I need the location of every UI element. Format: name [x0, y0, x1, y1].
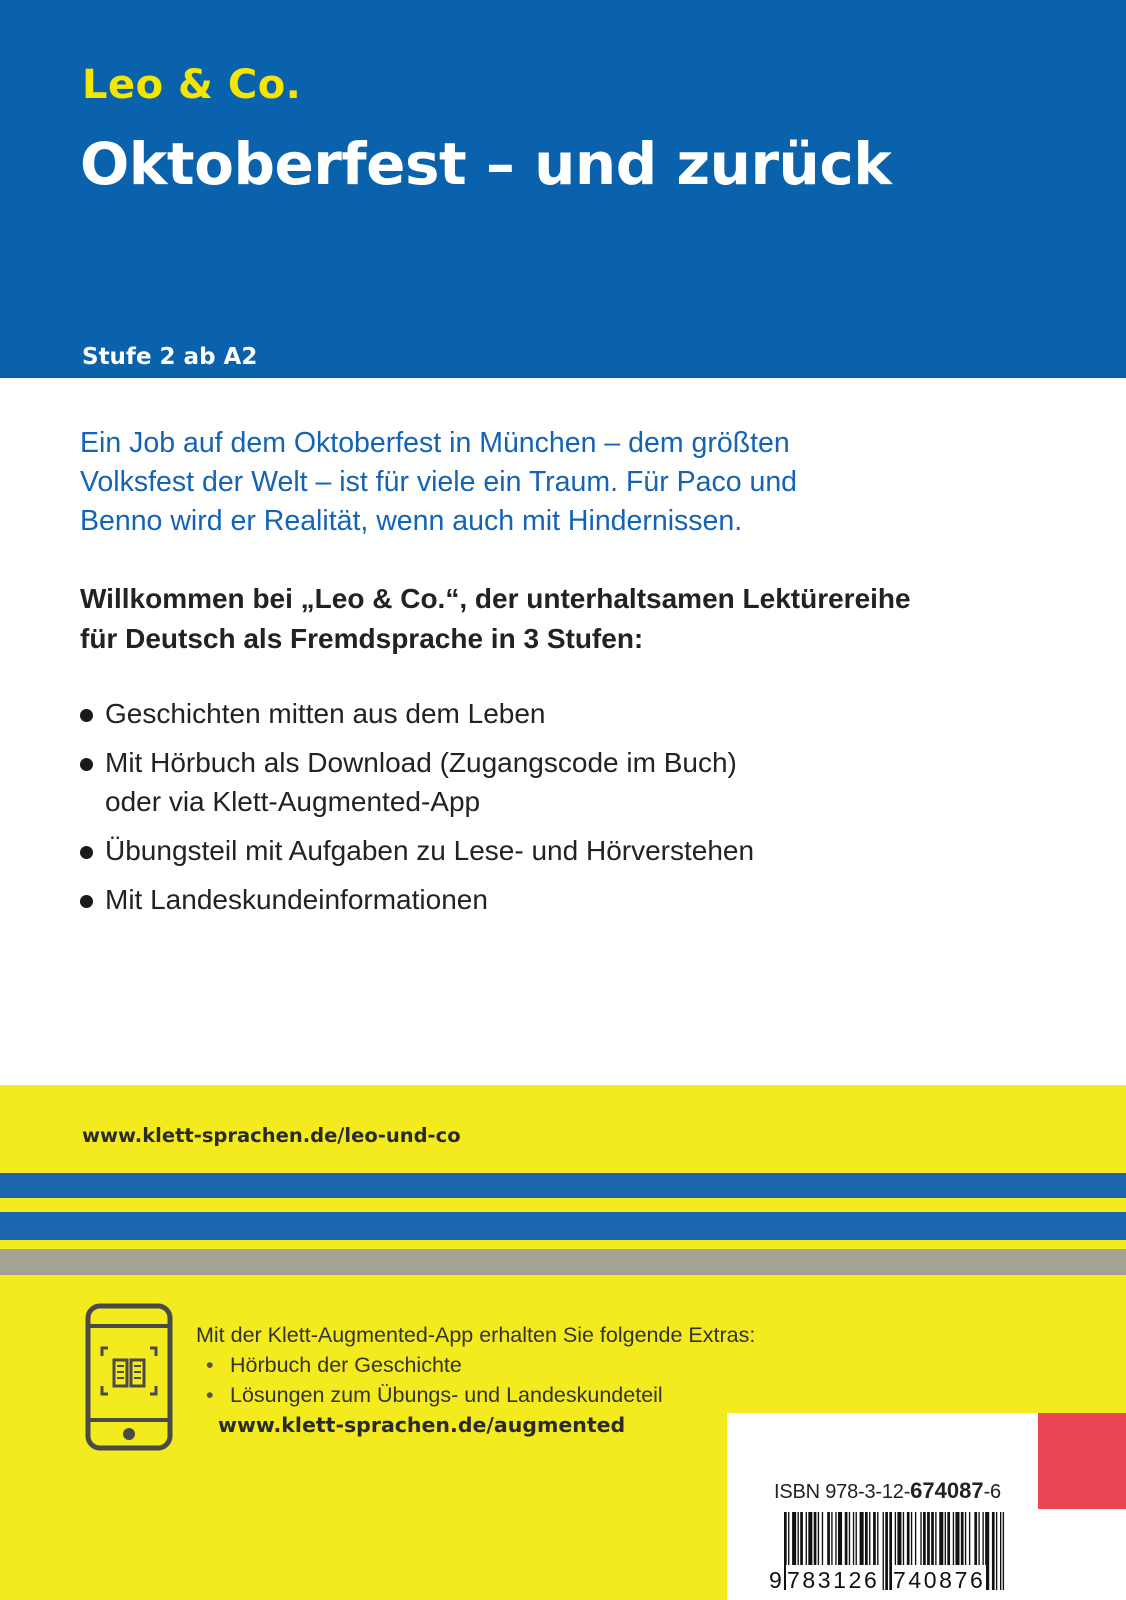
feature-line: Mit Landeskundeinformationen: [105, 884, 488, 915]
teaser-line: Benno wird er Realität, wenn auch mit Hindernissen.: [80, 505, 743, 537]
feature-item: [78, 743, 754, 821]
isbn-bold-part: 674087: [910, 1478, 984, 1503]
extras-intro: Mit der Klett-Augmented-App erhalten Sie folgende Extras:: [196, 1323, 756, 1347]
isbn-prefix: ISBN 978-3-12-: [774, 1481, 911, 1503]
book-title: Oktoberfest – und zurück: [80, 130, 892, 198]
phone-ar-book-icon: [84, 1302, 174, 1452]
feature-item: [78, 831, 754, 870]
isbn-number: [774, 1478, 1001, 1504]
blue-stripe: [0, 1173, 1126, 1198]
feature-line: Übungsteil mit Aufgaben zu Lese- und Hörverstehen: [105, 835, 755, 866]
extras-item: • Hörbuch der Geschichte: [196, 1350, 755, 1380]
isbn-suffix: -6: [983, 1481, 1001, 1503]
teaser-text: [80, 424, 980, 541]
feature-item: [78, 694, 754, 733]
gray-stripe: [0, 1249, 1126, 1275]
series-name: Leo & Co.: [82, 62, 302, 108]
title-band: [0, 0, 1126, 378]
feature-line: Geschichten mitten aus dem Leben: [105, 698, 546, 729]
feature-list: [78, 694, 754, 929]
extras-item: • Lösungen zum Übungs- und Landeskundeteil: [196, 1380, 755, 1410]
red-marker: [1038, 1413, 1126, 1509]
series-intro: [80, 579, 1040, 659]
intro-line: für Deutsch als Fremdsprache in 3 Stufen:: [80, 623, 644, 654]
feature-line: Mit Hörbuch als Download (Zugangscode im Buch): [105, 747, 737, 778]
level-label: Stufe 2 ab A2: [82, 344, 258, 370]
feature-line: oder via Klett-Augmented-App: [105, 786, 481, 817]
intro-line: Willkommen bei „Leo & Co.“, der unterhaltsamen Lektürereihe: [80, 583, 911, 614]
teaser-line: Ein Job auf dem Oktoberfest in München – dem größten: [80, 427, 790, 459]
teaser-line: Volksfest der Welt – ist für viele ein Traum. Für Paco und: [80, 466, 798, 498]
app-extras-text: [196, 1320, 755, 1440]
barcode-digit-group: 9: [769, 1567, 782, 1593]
barcode-digits: [768, 1565, 1008, 1597]
blue-stripe: [0, 1212, 1126, 1240]
feature-item: [78, 880, 754, 919]
series-website-link[interactable]: www.klett-sprachen.de/leo-und-co: [82, 1124, 461, 1147]
barcode-digit-group: 783126: [787, 1567, 880, 1593]
barcode-digit-group: 740876: [893, 1567, 986, 1593]
augmented-link[interactable]: www.klett-sprachen.de/augmented: [218, 1413, 626, 1437]
